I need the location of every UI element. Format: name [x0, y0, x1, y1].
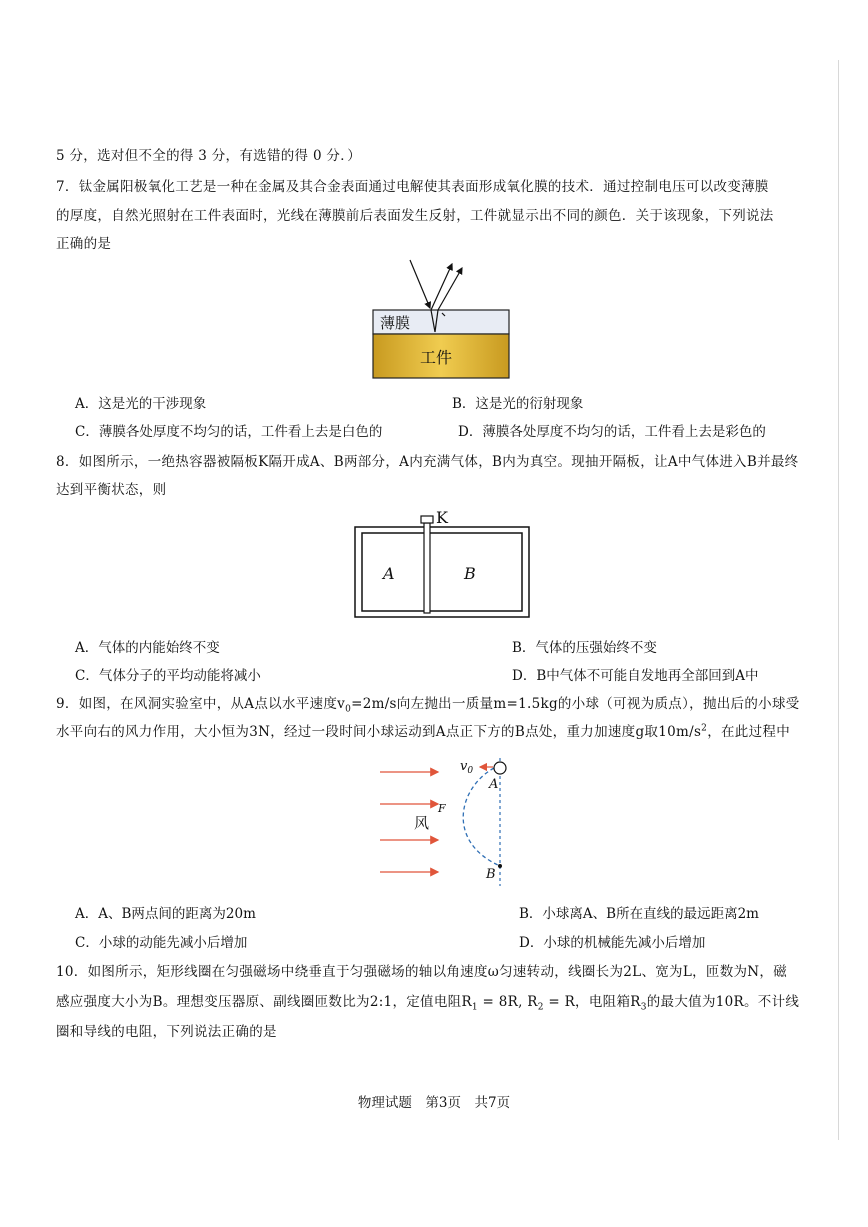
q7-line-3: 正确的是	[56, 236, 112, 252]
point-b	[498, 864, 502, 868]
page-footer: 物理试题 第3页 共7页	[357, 1095, 511, 1111]
q7-line-2: 的厚度，自然光照射在工件表面时，光线在薄膜前后表面发生反射，工件就显示出不同的颜色．关于该现象，下列说法	[56, 208, 774, 224]
point-b-label: B	[486, 867, 496, 882]
ball	[494, 762, 506, 774]
q9-wind-tunnel-figure	[372, 752, 522, 890]
container-outer	[355, 527, 529, 617]
q7-option-b: B．这是光的衍射现象	[452, 396, 584, 412]
q9-option-c: C．小球的动能先减小后增加	[75, 935, 248, 951]
chamber-b-label: B	[464, 564, 476, 583]
q9-line-2: 水平向右的风力作用，大小恒为3N，经过一段时间小球运动到A点正下方的B点处，重力加速度g取$10m/s^2$，在此过程中	[56, 723, 791, 740]
page-edge	[838, 60, 839, 1140]
partition-k	[424, 523, 430, 613]
q10-line-2: 感应强度大小为B。理想变压器原、副线圈匝数比为2:1，定值电阻$R_1 = 8R$, $R_2 = R$，电阻箱$R_3$的最大值为10R。不计线	[56, 994, 800, 1013]
intro-line: 5 分，选对但不全的得 3 分，有选错的得 0 分．）	[56, 148, 362, 164]
q7-option-c: C．薄膜各处厚度不均匀的话，工件看上去是白色的	[75, 424, 383, 440]
workpiece-label: 工件	[420, 348, 453, 367]
q9-option-b: B．小球离A、B所在直线的最远距离2m	[519, 906, 759, 922]
point-a-label: A	[489, 777, 499, 792]
reflected-ray-back	[438, 268, 462, 310]
q9-option-a: A．A、B两点间的距离为20m	[75, 906, 256, 922]
q7-option-a: A．这是光的干涉现象	[75, 396, 207, 412]
v0-label: $v_0$	[460, 759, 474, 776]
partition-handle	[421, 516, 433, 523]
q8-option-c: C．气体分子的平均动能将减小	[75, 668, 261, 684]
q8-line-1: 8．如图所示，一绝热容器被隔板K隔开成A、B两部分，A内充满气体，B内为真空。现抽开隔板，让A中气体进入B并最终	[56, 454, 799, 470]
q8-option-a: A．气体的内能始终不变	[75, 640, 220, 656]
q7-option-d: D．薄膜各处厚度不均匀的话，工件看上去是彩色的	[458, 424, 766, 440]
q8-line-2: 达到平衡状态，则	[56, 482, 167, 498]
q7-thin-film-figure	[370, 258, 515, 382]
q8-option-d: D．B中气体不可能自发地再全部回到A中	[512, 668, 759, 684]
q10-line-3: 圈和导线的电阻，下列说法正确的是	[56, 1024, 277, 1040]
k-label: K	[436, 508, 448, 527]
incident-ray	[410, 260, 430, 308]
wind-label: 风	[414, 814, 430, 832]
force-label: F	[438, 802, 446, 815]
q10-line-1: 10．如图所示，矩形线圈在匀强磁场中绕垂直于匀强磁场的轴以角速度ω匀速转动，线圈长为2L、宽为L，匝数为N，磁	[56, 964, 788, 980]
q8-option-b: B．气体的压强始终不变	[512, 640, 657, 656]
q8-container-figure	[352, 503, 532, 621]
q9-line-1: 9．如图，在风洞实验室中，从A点以水平速度$v_0=2m/s$向左抛出一质量m=1.5kg的小球（可视为质点），抛出后的小球受	[56, 696, 800, 715]
q7-line-1: 7．钛金属阳极氧化工艺是一种在金属及其合金表面通过电解使其表面形成氧化膜的技术．通过控制电压可以改变薄膜	[56, 179, 769, 195]
q9-option-d: D．小球的机械能先减小后增加	[519, 935, 706, 951]
film-label: 薄膜	[380, 314, 411, 332]
chamber-a-label: A	[383, 564, 395, 583]
